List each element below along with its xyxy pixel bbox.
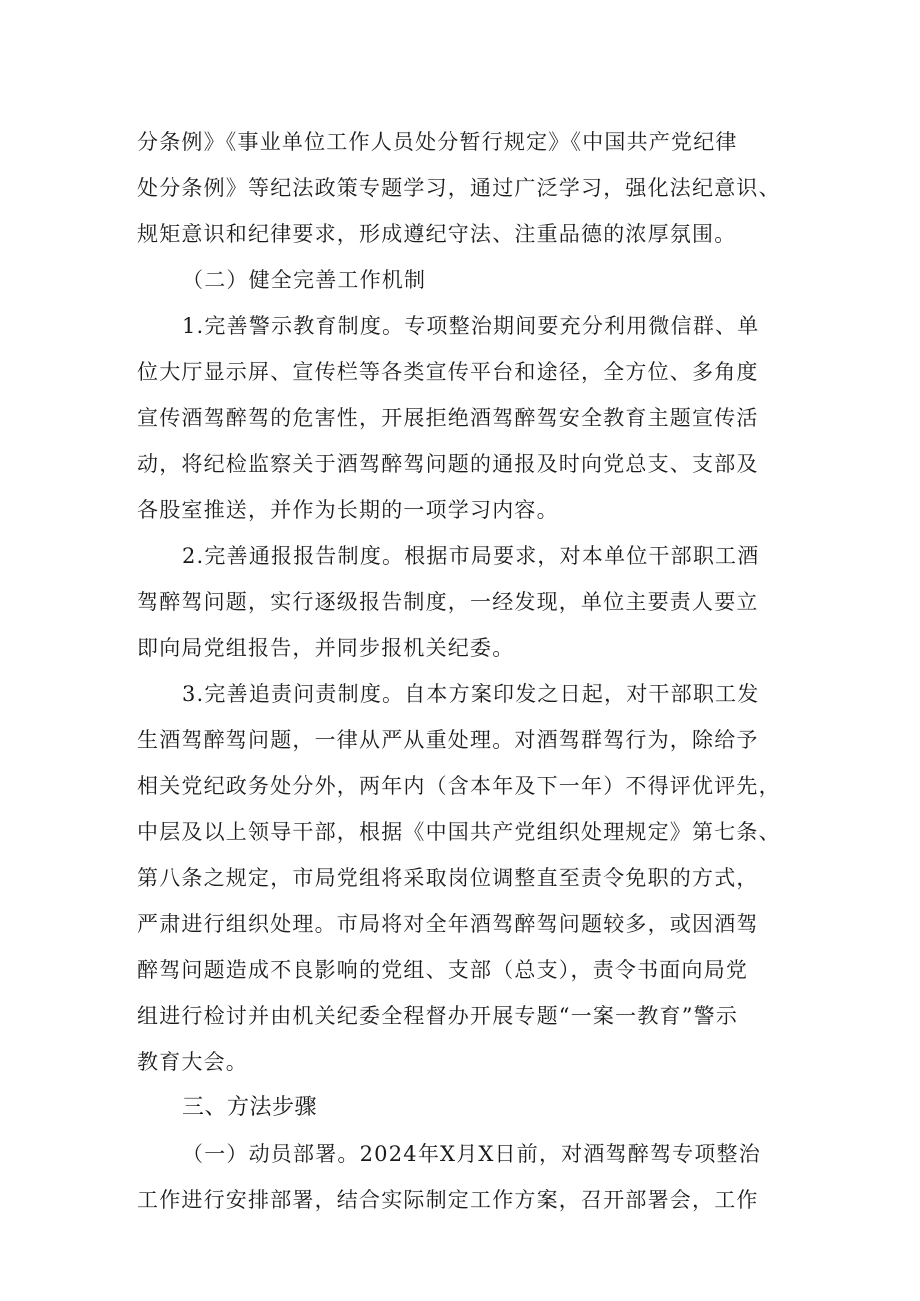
section-subheading: （二）健全完善工作机制: [182, 268, 427, 292]
text-line: 驾醉驾问题，实行逐级报告制度，一经发现，单位主要责人要立: [137, 590, 759, 614]
text-line: 相关党纪政务处分外，两年内（含本年及下一年）不得评优评先，: [137, 774, 781, 798]
text-line: （一）动员部署。2024年X月X日前，对酒驾醉驾专项整治: [182, 1142, 761, 1166]
text-line: 即向局党组报告，并同步报机关纪委。: [137, 636, 515, 660]
text-line: 中层及以上领导干部，根据《中国共产党组织处理规定》第七条、: [137, 820, 781, 844]
text-line: 组进行检讨并由机关纪委全程督办开展专题“一案一教育”警示: [137, 1004, 739, 1028]
text-line: 规矩意识和纪律要求，形成遵纪守法、注重品德的浓厚氛围。: [137, 222, 737, 246]
text-line: 各股室推送，并作为长期的一项学习内容。: [137, 498, 559, 522]
text-line: 宣传酒驾醉驾的危害性，开展拒绝酒驾醉驾安全教育主题宣传活: [137, 406, 759, 430]
text-line: 生酒驾醉驾问题，一律从严从重处理。对酒驾群驾行为，除给予: [137, 728, 759, 752]
text-line: 分条例》《事业单位工作人员处分暂行规定》《中国共产党纪律: [137, 130, 738, 154]
section-heading: 三、方法步骤: [182, 1095, 318, 1120]
text-line: 严肃进行组织处理。市局将对全年酒驾醉驾问题较多，或因酒驾: [137, 912, 759, 936]
text-line: 3.完善追责问责制度。自本方案印发之日起，对干部职工发: [182, 682, 760, 706]
text-line: 工作进行安排部署，结合实际制定工作方案，召开部署会，工作: [137, 1188, 759, 1212]
text-line: 位大厅显示屏、宣传栏等各类宣传平台和途径，全方位、多角度: [137, 360, 759, 384]
text-line: 1.完善警示教育制度。专项整治期间要充分利用微信群、单: [182, 314, 760, 338]
text-line: 第八条之规定，市局党组将采取岗位调整直至责令免职的方式，: [137, 866, 759, 890]
text-line: 教育大会。: [137, 1050, 248, 1074]
text-line: 2.完善通报报告制度。根据市局要求，对本单位干部职工酒: [182, 544, 760, 568]
text-line: 处分条例》等纪法政策专题学习，通过广泛学习，强化法纪意识、: [137, 176, 781, 200]
text-line: 动，将纪检监察关于酒驾醉驾问题的通报及时向党总支、支部及: [137, 452, 759, 476]
text-line: 醉驾问题造成不良影响的党组、支部（总支），责令书面向局党: [137, 958, 749, 982]
